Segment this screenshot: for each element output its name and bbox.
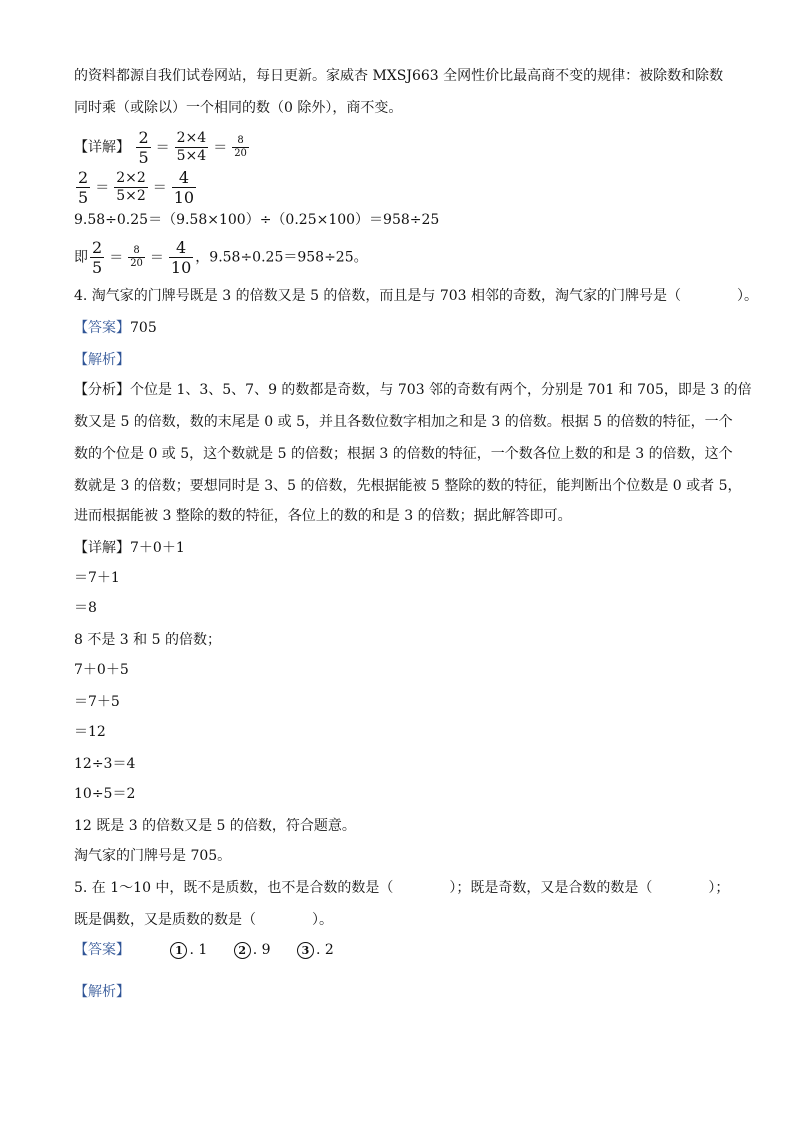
question-5-line-2: 既是偶数，又是质数的数是（ ）。: [74, 912, 333, 928]
detail-line: 7＋0＋5: [74, 662, 129, 678]
detail-line: 淘气家的门牌号是 705。: [74, 848, 232, 864]
detail-label: 【详解】: [74, 139, 130, 156]
intro-line-1: 的资料都源自我们试卷网站，每日更新。家威杏 MXSJ663 全网性价比最高商不变的规律：被除数和除数: [74, 68, 724, 84]
answer-value: 705: [130, 320, 157, 336]
answer-value: . 9: [252, 942, 271, 958]
detail-fraction-line-2: [74, 168, 198, 207]
equals-sign: ＝: [149, 249, 164, 266]
fraction: [128, 245, 145, 270]
q5-analysis-label: 【解析】: [74, 984, 130, 1000]
denominator: 10: [170, 258, 192, 277]
fraction: [175, 130, 209, 165]
fraction: [136, 128, 150, 167]
numerator: 2: [78, 168, 89, 187]
fraction: [76, 168, 90, 207]
detail-line: 12 既是 3 的倍数又是 5 的倍数，符合题意。: [74, 818, 356, 834]
detail-fraction-line-1: [74, 128, 251, 167]
numerator: 4: [172, 168, 196, 188]
detail-line: 【详解】7＋0＋1: [74, 540, 185, 556]
equals-sign: ＝: [213, 139, 228, 156]
answer-item-3: [297, 942, 334, 958]
intro-line-2: 同时乘（或除以）一个相同的数（0 除外），商不变。: [74, 100, 403, 116]
decimal-division-line: 9.58÷0.25＝（9.58×100）÷（0.25×100）＝958÷25: [74, 212, 440, 228]
equals-sign: ＝: [109, 249, 124, 266]
suffix-text: ，9.58÷0.25＝958÷25。: [195, 249, 368, 266]
detail-fraction-line-3: [74, 238, 368, 277]
detail-line: 8 不是 3 和 5 的倍数；: [74, 632, 221, 648]
answer-item-2: [234, 942, 275, 958]
detail-line: 12÷3＝4: [74, 756, 136, 772]
denominator: 5×4: [176, 148, 207, 164]
fraction: [90, 238, 104, 277]
denominator: 10: [173, 188, 195, 207]
detail-line: ＝7＋1: [74, 570, 120, 586]
numerator: 4: [169, 238, 193, 258]
denominator: 5: [138, 148, 149, 167]
circled-number-icon: 1: [170, 942, 187, 959]
denominator: 5: [92, 258, 103, 277]
analysis-line: 数就是 3 的倍数；要想同时是 3、5 的倍数，先根据能被 5 整除的数的特征，能判断出个位数是 0 或者 5，: [74, 478, 742, 494]
answer-value: . 1: [189, 942, 208, 958]
denominator: 20: [130, 258, 143, 269]
answer-item-1: [170, 942, 211, 958]
q5-answer: [74, 940, 356, 960]
numerator: 2×4: [176, 130, 207, 146]
analysis-line: 进而根据能被 3 整除的数的特征，各位上的数的和是 3 的倍数；据此解答即可。: [74, 508, 572, 524]
fraction: [172, 168, 196, 207]
prefix-text: 即: [74, 249, 88, 266]
fraction: [232, 135, 249, 160]
equals-sign: ＝: [95, 179, 110, 196]
denominator: 20: [234, 148, 247, 159]
numerator: 8: [128, 245, 145, 258]
numerator: 2×2: [116, 170, 146, 186]
detail-line: ＝8: [74, 600, 97, 616]
circled-number-icon: 2: [234, 942, 251, 959]
numerator: 2: [138, 128, 149, 147]
q4-analysis-label: 【解析】: [74, 352, 130, 368]
numerator: 8: [232, 135, 249, 148]
analysis-line: 数又是 5 的倍数，数的末尾是 0 或 5，并且各数位数字相加之和是 3 的倍数。根据 5 的倍数的特征，一个: [74, 414, 733, 430]
analysis-line: 数的个位是 0 或 5，这个数就是 5 的倍数；根据 3 的倍数的特征，一个数各位上数的和是 3 的倍数，这个: [74, 446, 733, 462]
answer-label: 【答案】: [74, 942, 130, 958]
denominator: 5: [78, 188, 89, 207]
detail-line: 10÷5＝2: [74, 786, 136, 802]
question-4: 4. 淘气家的门牌号既是 3 的倍数又是 5 的倍数，而且是与 703 相邻的奇数，淘气家的门牌号是（ ）。: [74, 288, 759, 304]
numerator: 2: [92, 238, 103, 257]
answer-value: . 2: [315, 942, 334, 958]
equals-sign: ＝: [155, 139, 170, 156]
answer-label: 【答案】: [74, 320, 130, 336]
detail-line: ＝7＋5: [74, 694, 120, 710]
equals-sign: ＝: [152, 179, 167, 196]
q4-answer: [74, 318, 157, 338]
circled-number-icon: 3: [297, 942, 314, 959]
detail-line: ＝12: [74, 724, 106, 740]
fraction: [114, 170, 148, 205]
analysis-line: 【分析】个位是 1、3、5、7、9 的数都是奇数，与 703 邻的奇数有两个，分别是 701 和 705，即是 3 的倍: [74, 382, 752, 398]
fraction: [169, 238, 193, 277]
denominator: 5×2: [116, 188, 146, 204]
question-5-line-1: 5. 在 1～10 中，既不是质数，也不是合数的数是（ ）；既是奇数，又是合数的数是（ ）；: [74, 880, 730, 896]
